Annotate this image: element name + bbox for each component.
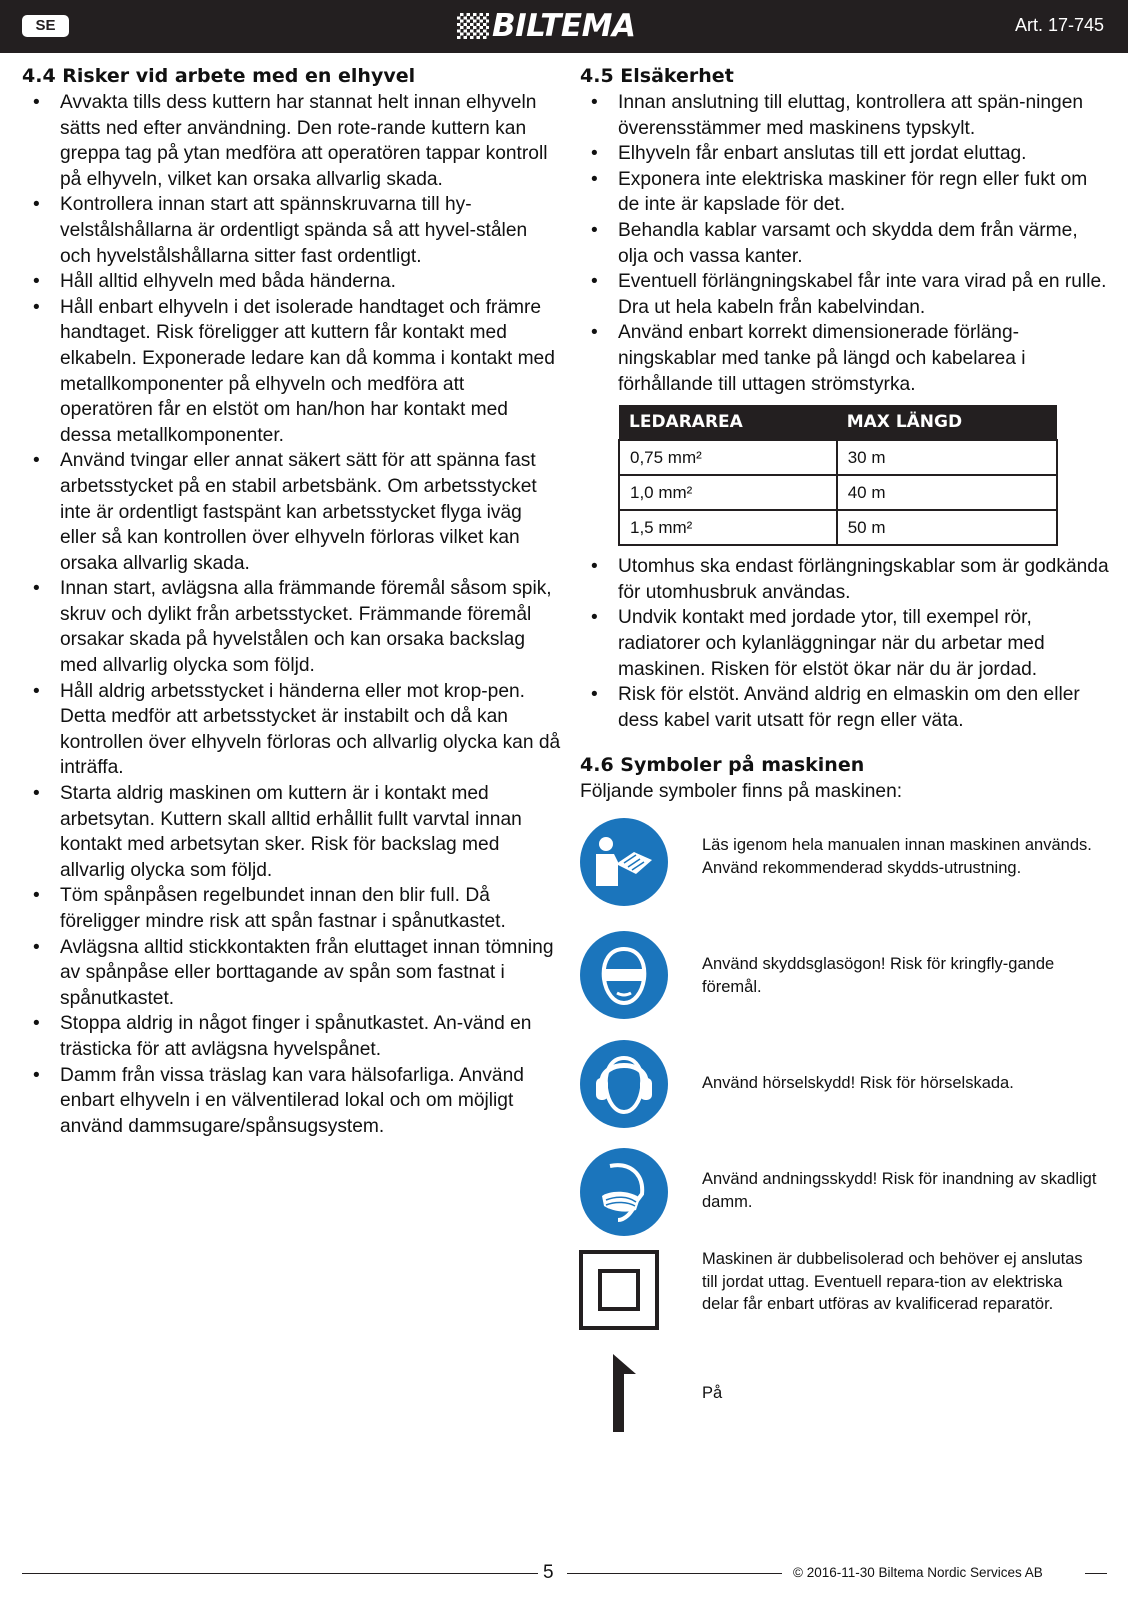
ear-protection-icon [580, 1040, 668, 1128]
column-header: LEDARAREA [619, 405, 837, 440]
list-item: • Kontrollera innan start att spännskruvarna till hy-velstålshållarna är ordentligt spända så att hyvel-stålen och hyvelstålshållarna sitter fast ordentligt. [22, 192, 562, 269]
footer-divider [567, 1573, 782, 1574]
symbol-text: Läs igenom hela manualen innan maskinen används. Använd rekommenderad skydds-utrustning. [702, 836, 1092, 877]
respirator-icon [580, 1148, 668, 1236]
list-item: • Använd tvingar eller annat säkert sätt för att spänna fast arbetsstycket på en stabil arbetsbänk. Om arbetsstycket inte är ordentligt fastspänt kan arbetsstycket flyga iväg eller så kan kontrollen över elhyveln förloras vilket kan orsaka allvarlig skada. [22, 448, 562, 576]
checker-flag-icon [457, 13, 489, 39]
table-row [619, 440, 1057, 475]
electrical-safety-list-2 [580, 554, 1110, 733]
left-column [22, 62, 562, 1139]
section-heading-4-5: 4.5 Elsäkerhet [580, 65, 734, 87]
list-item: • Stoppa aldrig in något finger i spånutkastet. An-vänd en trästicka för att avlägsna hyvelspånet. [22, 1011, 562, 1062]
biltema-logo [457, 8, 636, 44]
cable-spec-table [618, 405, 1058, 546]
list-item: • Eventuell förlängningskabel får inte vara virad på en rulle. Dra ut hela kabeln från kabelvindan. [580, 269, 1110, 320]
symbols-intro: Följande symboler finns på maskinen: [580, 781, 903, 803]
symbol-text: Använd hörselskydd! Risk för hörselskada. [702, 1074, 1014, 1092]
list-item: • Använd enbart korrekt dimensionerade förläng-ningskablar med tanke på längd och kabelarea i förhållande till uttagen strömstyrka. [580, 320, 1110, 397]
logo-text: BILTEMA [492, 8, 636, 44]
list-item: • Starta aldrig maskinen om kuttern är i kontakt med arbetsytan. Kuttern skall alltid erhållit fullt varvtal innan kontakt med arbetsytan sker. Risk för backslag med allvarlig olycka som följd. [22, 781, 562, 883]
page-header [0, 0, 1128, 53]
table-cell: 1,0 mm² [619, 475, 837, 510]
article-number: Art. 17-745 [1014, 15, 1104, 35]
list-item: • Avlägsna alltid stickkontakten från eluttaget innan tömning av spånpåse eller borttagande av spån som fastnat i spånutkastet. [22, 935, 562, 1012]
list-item: • Håll aldrig arbetsstycket i händerna eller mot krop-pen. Detta medför att arbetsstycket är instabilt och då kan kontrollen över elhyveln förloras och allvarlig olycka kan då inträffa. [22, 679, 562, 781]
list-item: • Utomhus ska endast förlängningskablar som är godkända för utomhusbruk användas. [580, 554, 1110, 605]
section-heading-4-6: 4.6 Symboler på maskinen [580, 754, 865, 777]
list-item: • Innan start, avlägsna alla främmande föremål såsom spik, skruv och dylikt från arbetsstycket. Främmande föremål orsakar skada på hyvelstålen och kan orsaka backslag med allvarlig olycka som följd. [22, 576, 562, 678]
table-row [619, 475, 1057, 510]
footer-divider [22, 1573, 538, 1574]
table-cell: 40 m [837, 475, 1057, 510]
list-item: • Innan anslutning till eluttag, kontrollera att spän-ningen överensstämmer med maskinens typskylt. [580, 90, 1110, 141]
symbol-text: Använd skyddsglasögon! Risk för kringfly-gande föremål. [702, 955, 1055, 996]
list-item: • Håll enbart elhyveln i det isolerade handtaget och främre handtaget. Risk föreligger att kuttern får kontakt med elkabeln. Exponerade ledare kan då komma i kontakt med metallkomponenter på elhyveln och medföra att operatören får en elstöt om han/hon har kontakt med dessa metallkomponenter. [22, 295, 562, 449]
table-header-row [619, 405, 1057, 440]
symbol-text: Använd andningsskydd! Risk för inandning av skadligt damm. [702, 1170, 1097, 1211]
right-column [580, 62, 1110, 805]
copyright-text: © 2016-11-30 Biltema Nordic Services AB [793, 1565, 1043, 1580]
table-cell: 30 m [837, 440, 1057, 475]
on-arrow-icon [610, 1354, 640, 1437]
language-badge: SE [22, 15, 69, 37]
electrical-safety-list [580, 90, 1110, 397]
table-cell: 50 m [837, 510, 1057, 545]
list-item: • Håll alltid elhyveln med båda händerna. [22, 269, 562, 295]
list-item: • Avvakta tills dess kuttern har stannat helt innan elhyveln sätts ned efter användning. Den rote-rande kuttern kan greppa tag på ytan medföra att operatören tappar kontroll på elhyveln, vilket kan orsaka allvarlig skada. [22, 90, 562, 192]
symbol-text: Maskinen är dubbelisolerad och behöver ej anslutas till jordat uttag. Eventuell repara-tion av elektriska delar får enbart utföras av kvalificerad reparatör. [702, 1250, 1083, 1313]
list-item: • Töm spånpåsen regelbundet innan den blir full. Då föreligger mindre risk att spån fastnar i spånutkastet. [22, 883, 562, 934]
column-header: MAX LÄNGD [837, 405, 1057, 440]
table-cell: 0,75 mm² [619, 440, 837, 475]
table-cell: 1,5 mm² [619, 510, 837, 545]
list-item: • Behandla kablar varsamt och skydda dem från värme, olja och vassa kanter. [580, 218, 1110, 269]
list-item: • Risk för elstöt. Använd aldrig en elmaskin om den eller dess kabel varit utsatt för regn eller väta. [580, 682, 1110, 733]
symbol-text: På [702, 1384, 723, 1402]
list-item: • Damm från vissa träslag kan vara hälsofarliga. Använd enbart elhyveln i en välventilerad lokal och om möjligt använd dammsugare/spånsugsystem. [22, 1063, 562, 1140]
footer-divider [1085, 1573, 1107, 1574]
section-heading-4-4: 4.4 Risker vid arbete med en elhyvel [22, 65, 416, 87]
double-insulation-icon [579, 1250, 659, 1335]
list-item: • Elhyveln får enbart anslutas till ett jordat eluttag. [580, 141, 1110, 167]
table-row [619, 510, 1057, 545]
list-item: • Exponera inte elektriska maskiner för regn eller fukt om de inte är kapslade för det. [580, 167, 1110, 218]
risk-list [22, 90, 562, 1139]
read-manual-icon [580, 818, 668, 906]
list-item: • Undvik kontakt med jordade ytor, till exempel rör, radiatorer och kylanläggningar när du arbetar med maskinen. Risken för elstöt ökar när du är jordad. [580, 605, 1110, 682]
page-number: 5 [543, 1562, 554, 1583]
safety-glasses-icon [580, 931, 668, 1019]
